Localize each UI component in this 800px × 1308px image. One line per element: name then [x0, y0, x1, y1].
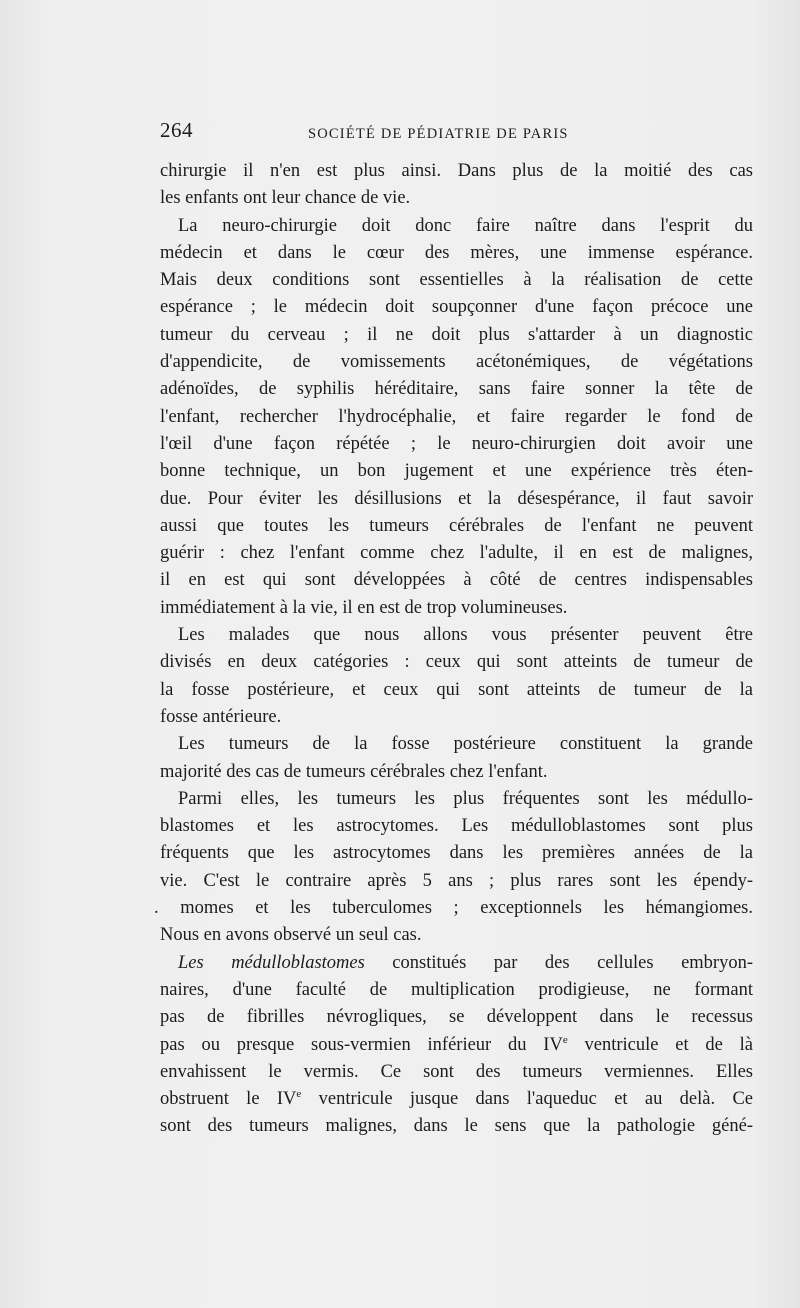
- text-line: [160, 868, 753, 895]
- text-line: [160, 950, 753, 977]
- text-line: [160, 840, 753, 867]
- line-text: divisés en deux catégories : ceux qui sont atteints de tumeur de: [160, 652, 753, 673]
- line-text: l'œil d'une façon répétée ; le neuro-chirurgien doit avoir une: [160, 433, 753, 454]
- superscript: e: [562, 1033, 568, 1046]
- line-text: espérance ; le médecin doit soupçonner d'une façon précoce une: [160, 297, 753, 318]
- text-line: [160, 158, 753, 185]
- line-text: Mais deux conditions sont essentielles à la réalisation de cette: [160, 270, 753, 291]
- line-text: bonne technique, un bon jugement et une expérience très éten-: [160, 461, 753, 482]
- superscript: e: [296, 1088, 302, 1101]
- text-line: [154, 895, 753, 922]
- line-text-tail: ventricule jusque dans l'aqueduc et au delà. Ce: [301, 1089, 753, 1110]
- page-header: [160, 118, 753, 158]
- line-text: . momes et les tuberculomes ; exceptionnels les hémangiomes.: [154, 898, 753, 919]
- text-line: [160, 813, 753, 840]
- line-text: vie. C'est le contraire après 5 ans ; plus rares sont les épendy-: [160, 870, 753, 891]
- text-line: [160, 1059, 753, 1086]
- line-text: sont des tumeurs malignes, dans le sens que la pathologie géné-: [160, 1116, 753, 1137]
- line-text: Nous en avons observé un seul cas.: [160, 925, 422, 946]
- text-line: [160, 704, 753, 731]
- text-line: [160, 567, 753, 594]
- text-line: [160, 649, 753, 676]
- text-line: [160, 513, 753, 540]
- text-line: [160, 1086, 753, 1113]
- text-line: [160, 1032, 753, 1059]
- line-text: d'appendicite, de vomissements acétonémiques, de végétations: [160, 352, 753, 373]
- line-text: l'enfant, rechercher l'hydrocéphalie, et faire regarder le fond de: [160, 406, 753, 427]
- line-text: Les malades que nous allons vous présenter peuvent être: [178, 625, 753, 646]
- line-text: guérir : chez l'enfant comme chez l'adulte, il en est de malignes,: [160, 543, 753, 564]
- line-text: aussi que toutes les tumeurs cérébrales de l'enfant ne peuvent: [160, 515, 753, 536]
- line-text: blastomes et les astrocytomes. Les médulloblastomes sont plus: [160, 816, 753, 837]
- text-line: [160, 240, 753, 267]
- line-text: médecin et dans le cœur des mères, une immense espérance.: [160, 242, 753, 263]
- line-text: Les tumeurs de la fosse postérieure constituent la grande: [178, 734, 753, 755]
- text-line: [160, 1004, 753, 1031]
- line-text: il en est qui sont développées à côté de centres indispensables: [160, 570, 753, 591]
- page-number: 264: [160, 118, 193, 142]
- line-text: due. Pour éviter les désillusions et la désespérance, il faut savoir: [160, 488, 753, 509]
- text-line: [160, 458, 753, 485]
- text-line: [160, 1113, 753, 1140]
- line-text: majorité des cas de tumeurs cérébrales chez l'enfant.: [160, 761, 548, 782]
- line-text: la fosse postérieure, et ceux qui sont atteints de tumeur de la: [160, 679, 753, 700]
- text-line: [160, 677, 753, 704]
- text-line: [160, 731, 753, 758]
- line-text: constitués par des cellules embryon-: [364, 952, 753, 973]
- text-line: [160, 185, 753, 212]
- text-line: [160, 486, 753, 513]
- text-line: [160, 922, 753, 949]
- line-text: pas de fibrilles névrogliques, se développent dans le recessus: [160, 1007, 753, 1028]
- text-line: [160, 322, 753, 349]
- line-text: pas ou presque sous-vermien inférieur du IV: [160, 1034, 563, 1055]
- line-text: les enfants ont leur chance de vie.: [160, 188, 411, 209]
- text-line: [160, 267, 753, 294]
- line-text: chirurgie il n'en est plus ainsi. Dans plus de la moitié des cas: [160, 161, 753, 181]
- text-line: [160, 376, 753, 403]
- text-line: [160, 622, 753, 649]
- line-text: naires, d'une faculté de multiplication prodigieuse, ne formant: [160, 979, 753, 1000]
- line-text: adénoïdes, de syphilis héréditaire, sans faire sonner la tête de: [160, 379, 753, 400]
- line-text: fosse antérieure.: [160, 706, 282, 727]
- running-head: SOCIÉTÉ DE PÉDIATRIE DE PARIS: [308, 126, 569, 142]
- line-text-tail: ventricule et de là: [567, 1034, 753, 1055]
- text-line: [160, 213, 753, 240]
- text-line: [160, 294, 753, 321]
- line-text: envahissent le vermis. Ce sont des tumeurs vermiennes. Elles: [160, 1061, 753, 1082]
- line-text: tumeur du cerveau ; il ne doit plus s'attarder à un diagnostic: [160, 324, 753, 345]
- text-line: [160, 431, 753, 458]
- text-line: [160, 786, 753, 813]
- line-text: fréquents que les astrocytomes dans les premières années de la: [160, 843, 753, 864]
- italic-heading: Les médulloblastomes: [178, 952, 365, 973]
- text-line: [160, 404, 753, 431]
- line-text: obstruent le IV: [160, 1089, 297, 1110]
- text-line: [160, 595, 753, 622]
- text-line: [160, 349, 753, 376]
- line-text: Parmi elles, les tumeurs les plus fréquentes sont les médullo-: [178, 788, 753, 809]
- text-line: [160, 540, 753, 567]
- text-line: [160, 977, 753, 1004]
- line-text: La neuro-chirurgie doit donc faire naître dans l'esprit du: [178, 215, 753, 236]
- body-text: [154, 158, 753, 1141]
- line-text: immédiatement à la vie, il en est de trop volumineuses.: [160, 597, 568, 618]
- text-line: [160, 759, 753, 786]
